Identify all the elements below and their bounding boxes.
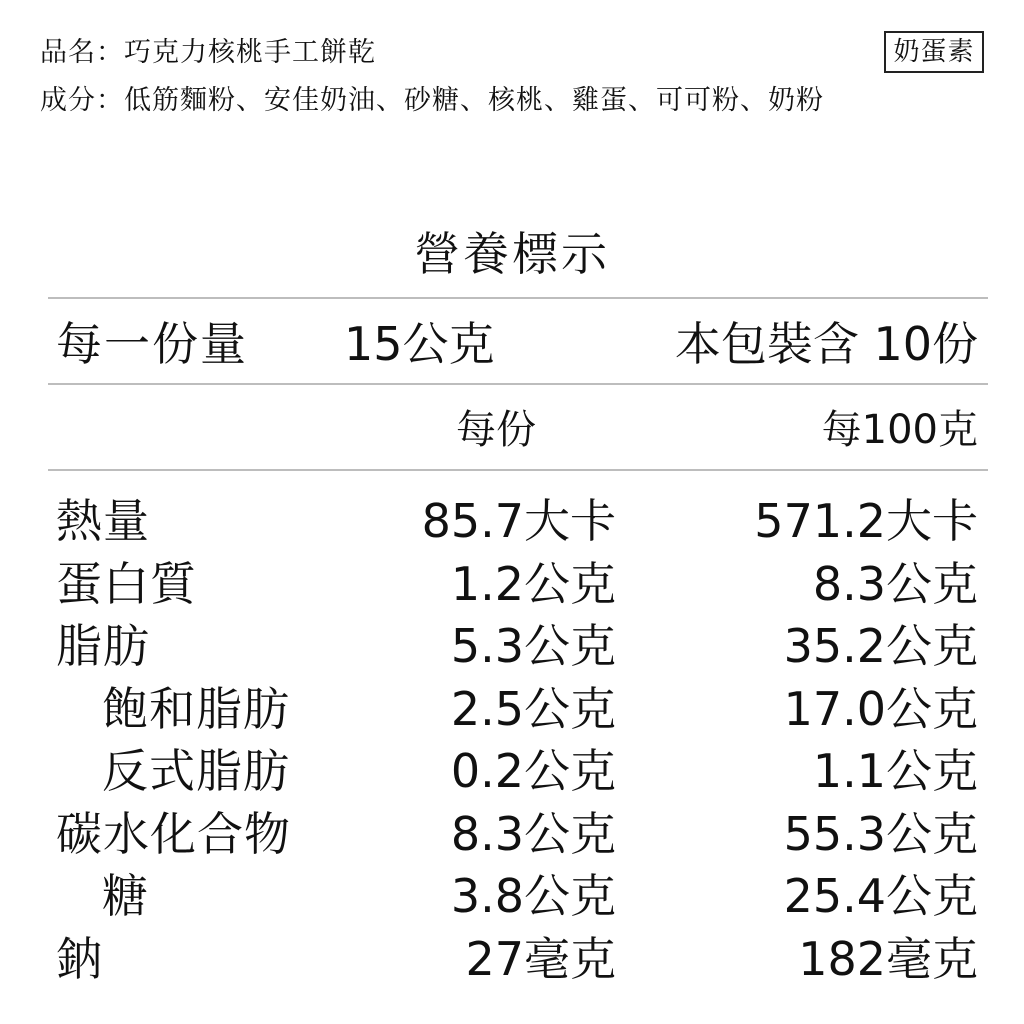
divider [48, 383, 988, 385]
nutrient-row [0, 928, 1024, 991]
nutrient-name: 熱量 [56, 494, 150, 548]
nutrient-table [0, 490, 1024, 990]
nutrient-per-100g: 571.2大卡 [754, 494, 978, 548]
ingredients-list: 成分：低筋麵粉、安佳奶油、砂糖、核桃、雞蛋、可可粉、奶粉 [40, 85, 824, 116]
nutrient-per-100g: 35.2公克 [783, 619, 978, 673]
nutrient-row [0, 553, 1024, 616]
nutrient-per-serving: 5.3公克 [450, 619, 616, 673]
nutrient-name: 飽和脂肪 [102, 681, 290, 736]
nutrition-title: 營養標示 [414, 227, 610, 281]
nutrient-name: 脂肪 [56, 619, 150, 673]
nutrient-per-100g: 25.4公克 [783, 869, 978, 923]
nutrient-per-100g: 1.1公克 [812, 744, 978, 798]
nutrient-per-serving: 0.2公克 [450, 744, 616, 798]
nutrient-name: 鈉 [56, 931, 103, 986]
nutrient-name: 反式脂肪 [102, 744, 290, 798]
divider [48, 297, 988, 299]
nutrient-row [0, 678, 1024, 741]
serving-label: 每一份量 [56, 317, 248, 371]
nutrient-row [0, 803, 1024, 866]
package-servings: 本包裝含 10份 [674, 317, 978, 371]
nutrient-row [0, 490, 1024, 553]
nutrient-row [0, 615, 1024, 678]
nutrient-name: 碳水化合物 [56, 806, 291, 861]
nutrient-per-serving: 8.3公克 [450, 806, 616, 861]
nutrient-per-serving: 2.5公克 [450, 681, 616, 736]
nutrient-row [0, 740, 1024, 803]
nutrient-per-100g: 17.0公克 [783, 681, 978, 736]
nutrient-name: 糖 [102, 869, 149, 923]
product-name: 品名：巧克力核桃手工餅乾 [40, 37, 376, 68]
nutrient-per-serving: 27毫克 [465, 931, 616, 986]
column-header-per-serving: 每份 [456, 407, 536, 453]
diet-badge: 奶蛋素 [884, 31, 984, 73]
nutrient-row [0, 865, 1024, 928]
nutrient-name: 蛋白質 [56, 556, 197, 611]
nutrient-per-100g: 55.3公克 [783, 806, 978, 861]
nutrient-per-serving: 85.7大卡 [421, 494, 616, 548]
serving-size: 15公克 [344, 317, 495, 371]
nutrient-per-100g: 8.3公克 [812, 556, 978, 611]
nutrient-per-serving: 3.8公克 [450, 869, 616, 923]
nutrient-per-100g: 182毫克 [798, 931, 978, 986]
divider [48, 469, 988, 471]
column-header-per-100g: 每100克 [821, 407, 978, 453]
nutrient-per-serving: 1.2公克 [450, 556, 616, 611]
